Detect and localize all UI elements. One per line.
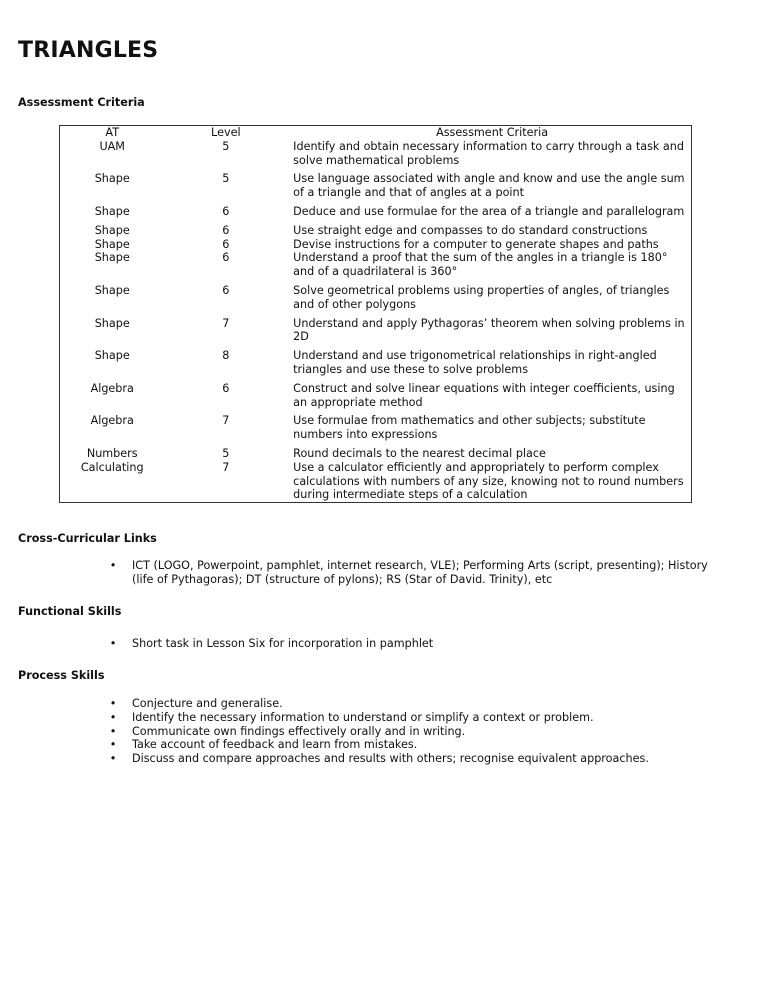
table-cell-text: 5 [222,172,230,186]
list-item-text: ICT (LOGO, Powerpoint, pamphlet, internet research, VLE); Performing Arts (script, presenting); History (life of Pythagoras); DT (structure of pylons); RS (Star of David. Trinity), etc [132,559,708,586]
table-cell-text: 6 [222,223,230,237]
list-item [108,637,708,651]
table-cell-text: Shape [94,283,130,297]
table-cell-text: Shape [94,349,130,363]
bullet-icon: • [109,738,117,752]
cell-criteria [287,312,691,345]
cell-at [60,279,165,312]
table-row [60,344,692,377]
bullet-icon: • [109,559,117,572]
table-cell-text: Understand and use trigonometrical relationships in right-angled triangles and use these to solve problems [293,349,657,376]
list-item [108,725,708,739]
page-title: TRIANGLES [18,38,159,63]
cell-at [60,377,165,410]
bullet-icon: • [109,637,117,650]
table-cell-text: Deduce and use formulae for the area of a triangle and parallelogram [293,204,685,218]
list-item-text: Take account of feedback and learn from mistakes. [132,738,418,752]
cross-curricular-list [108,559,708,587]
cell-at [60,409,165,442]
process-skills-heading: Process Skills [18,669,105,682]
table-cell-text: 6 [222,251,230,265]
bullet-icon: • [109,724,117,738]
list-item [108,738,708,752]
table-cell-text: Use formulae from mathematics and other subjects; substitute numbers into expressions [293,414,646,442]
cell-level [164,279,287,312]
table-cell-text: Shape [94,172,130,186]
cell-level [164,200,287,219]
cell-at [60,344,165,377]
functional-skills-heading: Functional Skills [18,605,122,618]
header-level [164,126,287,168]
cross-curricular-heading: Cross-Curricular Links [18,532,157,545]
table-cell-text: 6 [222,237,230,251]
cell-criteria [287,167,691,200]
table-cell-text: Numbers [86,446,138,460]
list-item [108,697,708,711]
table-cell-text: Construct and solve linear equations with integer coefficients, using an appropriate method [293,381,675,409]
table-cell-text: Use language associated with angle and know and use the angle sum of a triangle and that of angles at a point [293,172,685,200]
table-cell-text: Understand and apply Pythagoras’ theorem when solving problems in 2D [293,316,685,344]
cell-at [60,442,165,503]
bullet-icon: • [109,710,117,724]
table-cell-text: 6 [222,283,230,297]
assessment-criteria-heading: Assessment Criteria [18,96,145,109]
list-item [108,711,708,725]
table-cell-text: 7 [222,414,230,428]
table-cell-text: Solve geometrical problems using properties of angles, of triangles and of other polygons [293,283,670,311]
list-item-text: Identify the necessary information to understand or simplify a context or problem. [132,710,594,724]
functional-skills-list [108,637,708,651]
table-header-row [60,126,692,168]
cell-at [60,312,165,345]
cell-criteria [287,344,691,377]
table-cell-text: UAM [99,139,125,153]
table-cell-text: 5 [222,446,230,460]
cell-criteria [287,279,691,312]
table-cell-text: Calculating [80,460,144,474]
cell-criteria [287,200,691,219]
table-cell-text: 6 [222,204,230,218]
table-row [60,279,692,312]
cell-criteria [287,219,691,279]
table-cell-text: 8 [222,349,230,363]
table-cell-text: Use straight edge and compasses to do standard constructions [293,223,648,237]
list-item [108,752,708,766]
list-item-text: Conjecture and generalise. [132,697,283,710]
table-row [60,409,692,442]
cell-criteria [287,442,691,503]
table-row [60,219,692,279]
table-cell-text: 7 [222,460,230,474]
cell-level [164,377,287,410]
cell-level [164,167,287,200]
table-cell-text: Level [211,126,241,139]
cell-level [164,409,287,442]
table-cell-text: Use a calculator efficiently and appropriately to perform complex calculations with numbers of any size, knowing not to round numbers during intermediate steps of a calculation [293,460,684,502]
cell-level [164,312,287,345]
table-cell-text: 5 [222,139,230,153]
table-row [60,312,692,345]
table-cell-text: Shape [94,237,130,251]
table-cell-text: Assessment Criteria [436,126,549,139]
table-cell-text: Algebra [90,414,134,428]
table-cell-text: 7 [222,316,230,330]
cell-criteria [287,409,691,442]
table-row [60,442,692,503]
header-at [60,126,165,168]
cell-criteria [287,377,691,410]
process-skills-list [108,697,708,766]
bullet-icon: • [109,697,117,710]
table-cell-text: 6 [222,381,230,395]
table-cell-text: Algebra [90,381,134,395]
cell-at [60,167,165,200]
table-cell-text: AT [105,126,120,139]
table-cell-text: Shape [94,251,130,265]
list-item-text: Short task in Lesson Six for incorporation in pamphlet [132,637,434,650]
table-cell-text: Round decimals to the nearest decimal place [293,446,546,460]
cell-at [60,200,165,219]
table-cell-text: Understand a proof that the sum of the angles in a triangle is 180° and of a quadrilateral is 360° [293,251,668,279]
cell-level [164,442,287,503]
table-cell-text: Devise instructions for a computer to generate shapes and paths [293,237,659,251]
bullet-icon: • [109,752,117,766]
table-cell-text: Shape [94,316,130,330]
table-cell-text: Shape [94,223,130,237]
list-item-text: Communicate own findings effectively orally and in writing. [132,724,466,738]
cell-level [164,219,287,279]
header-criteria [287,126,691,168]
table-row [60,200,692,219]
cell-at [60,219,165,279]
list-item [108,559,708,587]
list-item-text: Discuss and compare approaches and results with others; recognise equivalent approaches. [132,752,649,766]
assessment-criteria-table [59,125,692,503]
table-cell-text: Shape [94,204,130,218]
cell-level [164,344,287,377]
table-row [60,167,692,200]
table-cell-text: Identify and obtain necessary information to carry through a task and solve mathematical problems [293,139,684,167]
table-row [60,377,692,410]
